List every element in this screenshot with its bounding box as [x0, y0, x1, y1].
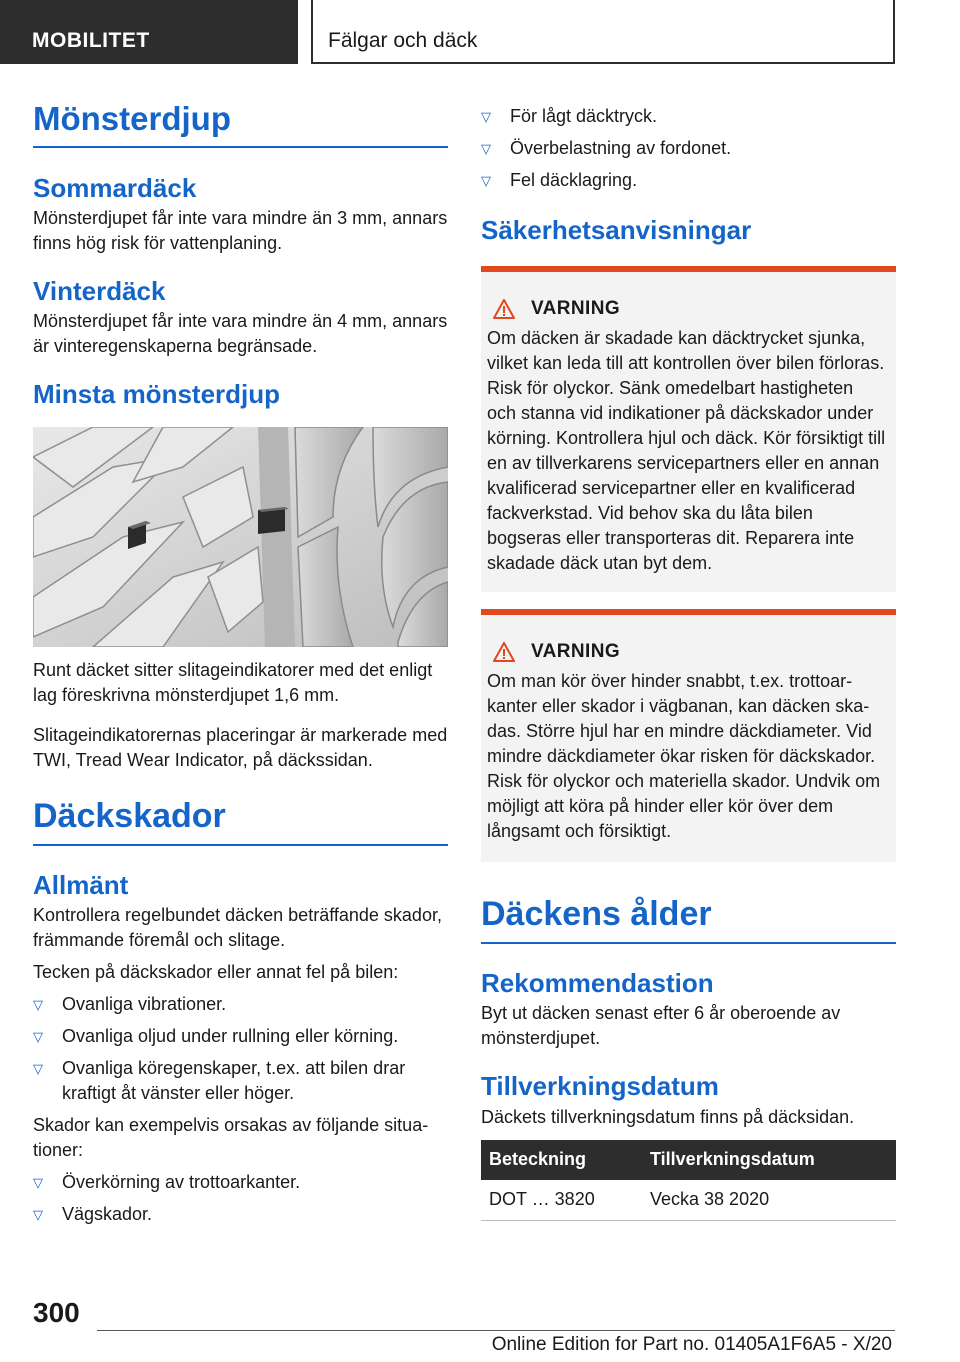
tire-tread-illustration: [33, 427, 448, 647]
heading-sommardack: Sommardäck: [33, 172, 197, 203]
text-vinterdack: Mönsterdjupet får inte vara mindre än 4 mm, annars är vinteregenskaperna begränsade.: [33, 311, 448, 357]
table-cell: DOT … 3820: [481, 1180, 642, 1221]
triangle-bullet-icon: ▽: [33, 1028, 43, 1044]
tread-wear-indicator: [258, 507, 289, 534]
heading-allmant: Allmänt: [33, 869, 129, 900]
list-item: ▽ Överkörning av trottoarkanter.: [33, 1170, 448, 1195]
column-header: Beteckning: [481, 1140, 642, 1180]
text-tillverkningsdatum: Däckets tillverkningsdatum finns på däcksidan.: [481, 1106, 855, 1127]
cause-list: [33, 1170, 448, 1227]
list-item: ▽ Ovanliga vibrationer.: [33, 992, 448, 1017]
warning-triangle-icon: [493, 642, 515, 662]
right-column: [481, 104, 896, 1221]
warning-text: Om man kör över hinder snabbt, t.ex. trottoarkanter eller skador i vägbanan, kan däcken skadas. Större hjul har en mindre däckdiameter. Vid mindre däckdiameter ökar risken för däckskador. Risk för olyckor och materiella skador. Undvik om möjligt att köra på hinder eller kör över dem långsamt och försiktigt.: [487, 671, 881, 842]
list-item: ▽ Vägskador.: [33, 1202, 448, 1227]
heading-monsterdjup: Mönsterdjup: [33, 100, 448, 148]
heading-dackens-alder: Däckens ålder: [481, 895, 896, 944]
column-header: Tillverkningsdatum: [642, 1140, 896, 1180]
list-item: ▽ Ovanliga oljud under rullning eller körning.: [33, 1024, 448, 1049]
text-kontrollera: Kontrollera regelbundet däcken beträffande skador, främmande föremål och slitage.: [33, 904, 442, 950]
heading-minsta-monsterdjup: Minsta mönsterdjup: [33, 379, 281, 410]
list-item: ▽ Fel däcklagring.: [481, 168, 896, 193]
text-sommardack: Mönsterdjupet får inte vara mindre än 3 mm, annars finns hög risk för vattenplaning.: [33, 208, 448, 254]
heading-sakerhetsanvisningar: Säkerhetsanvisningar: [481, 215, 752, 245]
page-number: 300: [33, 1297, 80, 1328]
table-cell: Vecka 38 2020: [642, 1180, 896, 1221]
text-runt-dacket: Runt däcket sitter slitageindikatorer med det enligt lag föreskrivna mönsterdjupet 1,6 mm.: [33, 659, 433, 705]
text-tecken: Tecken på däckskador eller annat fel på bilen:: [33, 961, 399, 982]
table-row: [481, 1180, 896, 1221]
table-header-row: [481, 1140, 896, 1180]
warning-title: VARNING: [493, 298, 887, 320]
text-byt-ut: Byt ut däcken senast efter 6 år oberoende av mönsterdjupet.: [481, 1003, 841, 1049]
triangle-bullet-icon: ▽: [481, 141, 491, 156]
heading-vinterdack: Vinterdäck: [33, 276, 166, 307]
warning-box: [481, 609, 896, 862]
triangle-bullet-icon: ▽: [33, 996, 43, 1012]
warning-title: VARNING: [493, 641, 887, 663]
page-header: [0, 0, 960, 66]
list-item: ▽ För lågt däcktryck.: [481, 104, 896, 129]
triangle-bullet-icon: ▽: [33, 1206, 43, 1222]
triangle-bullet-icon: ▽: [481, 173, 491, 188]
triangle-bullet-icon: ▽: [33, 1060, 43, 1076]
heading-rekommendation: Rekommendastion: [481, 968, 714, 999]
triangle-bullet-icon: ▽: [481, 109, 491, 124]
cause-list-continued: [481, 104, 896, 193]
list-item: ▽ Ovanliga köregenskaper, t.ex. att bilen drar kraftigt åt vänster eller höger.: [33, 1057, 406, 1103]
text-skador-orsakas: Skador kan exempelvis orsakas av följande situationer:: [33, 1114, 429, 1160]
heading-tillverkningsdatum: Tillverkningsdatum: [481, 1071, 719, 1102]
tire-tread-drawing: [33, 427, 448, 647]
footer-divider: [97, 1330, 895, 1331]
list-item: ▽ Överbelastning av fordonet.: [481, 136, 896, 161]
section-tab: MOBILITET: [0, 0, 298, 64]
symptom-list: [33, 992, 448, 1106]
warning-triangle-icon: [493, 299, 515, 319]
chapter-title: Fälgar och däck: [311, 0, 895, 64]
heading-dackskador: Däckskador: [33, 797, 448, 846]
left-column: [33, 100, 448, 1227]
warning-text: Om däcken är skadade kan däcktrycket sjunka, vilket kan leda till att kontrollen över bilen förloras. Risk för olyckor. Sänk omedelbart hastigheten och stanna vid indikationer på däckskador under körning. Kontrollera hjul och däck. Kör försiktigt till en av tillverkarens servicepartners eller en annan kvalificerad servicepartner eller en kvalificerad fackverkstad. Vid behov ska du låta bilen bogseras eller transporteras dit. Reparera inte skadade däck utan byt dem.: [487, 328, 886, 574]
warning-box: [481, 266, 896, 592]
production-date-table: [481, 1140, 896, 1221]
text-slitageindikatorer: Slitageindikatorernas placeringar är markerade med TWI, Tread Wear Indicator, på däckssidan.: [33, 724, 448, 770]
triangle-bullet-icon: ▽: [33, 1174, 43, 1190]
footer-edition: Online Edition for Part no. 01405A1F6A5 - X/20: [491, 1334, 892, 1355]
